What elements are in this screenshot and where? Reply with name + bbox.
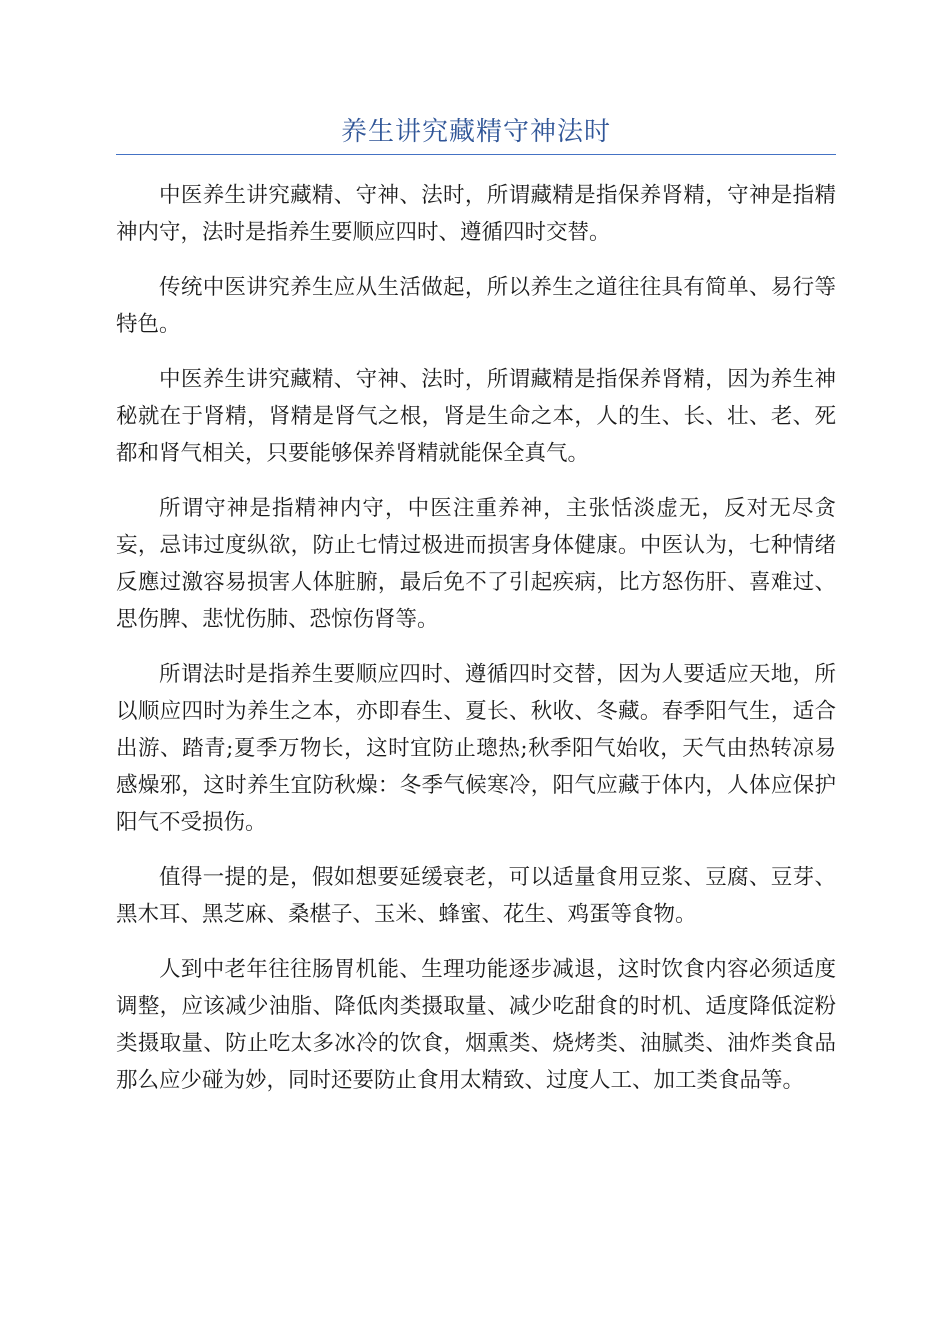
document-body: [116, 177, 836, 1099]
title-underline: [116, 154, 836, 155]
paragraph-3: 中医养生讲究藏精、守神、法时，所谓藏精是指保养肾精，因为养生神秘就在于肾精，肾精是肾气之根，肾是生命之本，人的生、长、壮、老、死都和肾气相关，只要能够保养肾精就能保全真气。: [116, 367, 836, 466]
paragraph-7: 人到中老年往往肠胃机能、生理功能逐步减退，这时饮食内容必须适度调整，应该减少油脂、降低肉类摄取量、减少吃甜食的时机、适度降低淀粉类摄取量、防止吃太多冰冷的饮食，烟熏类、烧烤类、油腻类、油炸类食品那么应少碰为妙，同时还要防止食用太精致、过度人工、加工类食品等。: [116, 957, 836, 1093]
document-title: 养生讲究藏精守神法时: [340, 117, 611, 147]
paragraph-2: 传统中医讲究养生应从生活做起，所以养生之道往往具有简单、易行等特色。: [116, 275, 836, 337]
paragraph-6: 值得一提的是，假如想要延缓衰老，可以适量食用豆浆、豆腐、豆芽、黑木耳、黑芝麻、桑椹子、玉米、蜂蜜、花生、鸡蛋等食物。: [116, 865, 836, 927]
paragraph-1: 中医养生讲究藏精、守神、法时，所谓藏精是指保养肾精，守神是指精神内守，法时是指养生要顺应四时、遵循四时交替。: [116, 183, 836, 245]
paragraph-4: 所谓守神是指精神内守，中医注重养神，主张恬淡虚无，反对无尽贪妄，忌讳过度纵欲，防止七情过极进而损害身体健康。中医认为，七种情绪反應过激容易损害人体脏腑，最后免不了引起疾病，比方怒伤肝、喜难过、思伤脾、悲忧伤肺、恐惊伤肾等。: [116, 496, 836, 632]
document-page: [116, 112, 836, 1117]
paragraph-5: 所谓法时是指养生要顺应四时、遵循四时交替，因为人要适应天地，所以顺应四时为养生之本，亦即春生、夏长、秋收、冬藏。春季阳气生，适合出游、踏青;夏季万物长，这时宜防止璁热;秋季阳气始收，天气由热转凉易感燥邪，这时养生宜防秋燥：冬季气候寒冷，阳气应藏于体内，人体应保护阳气不受损伤。: [116, 662, 836, 835]
